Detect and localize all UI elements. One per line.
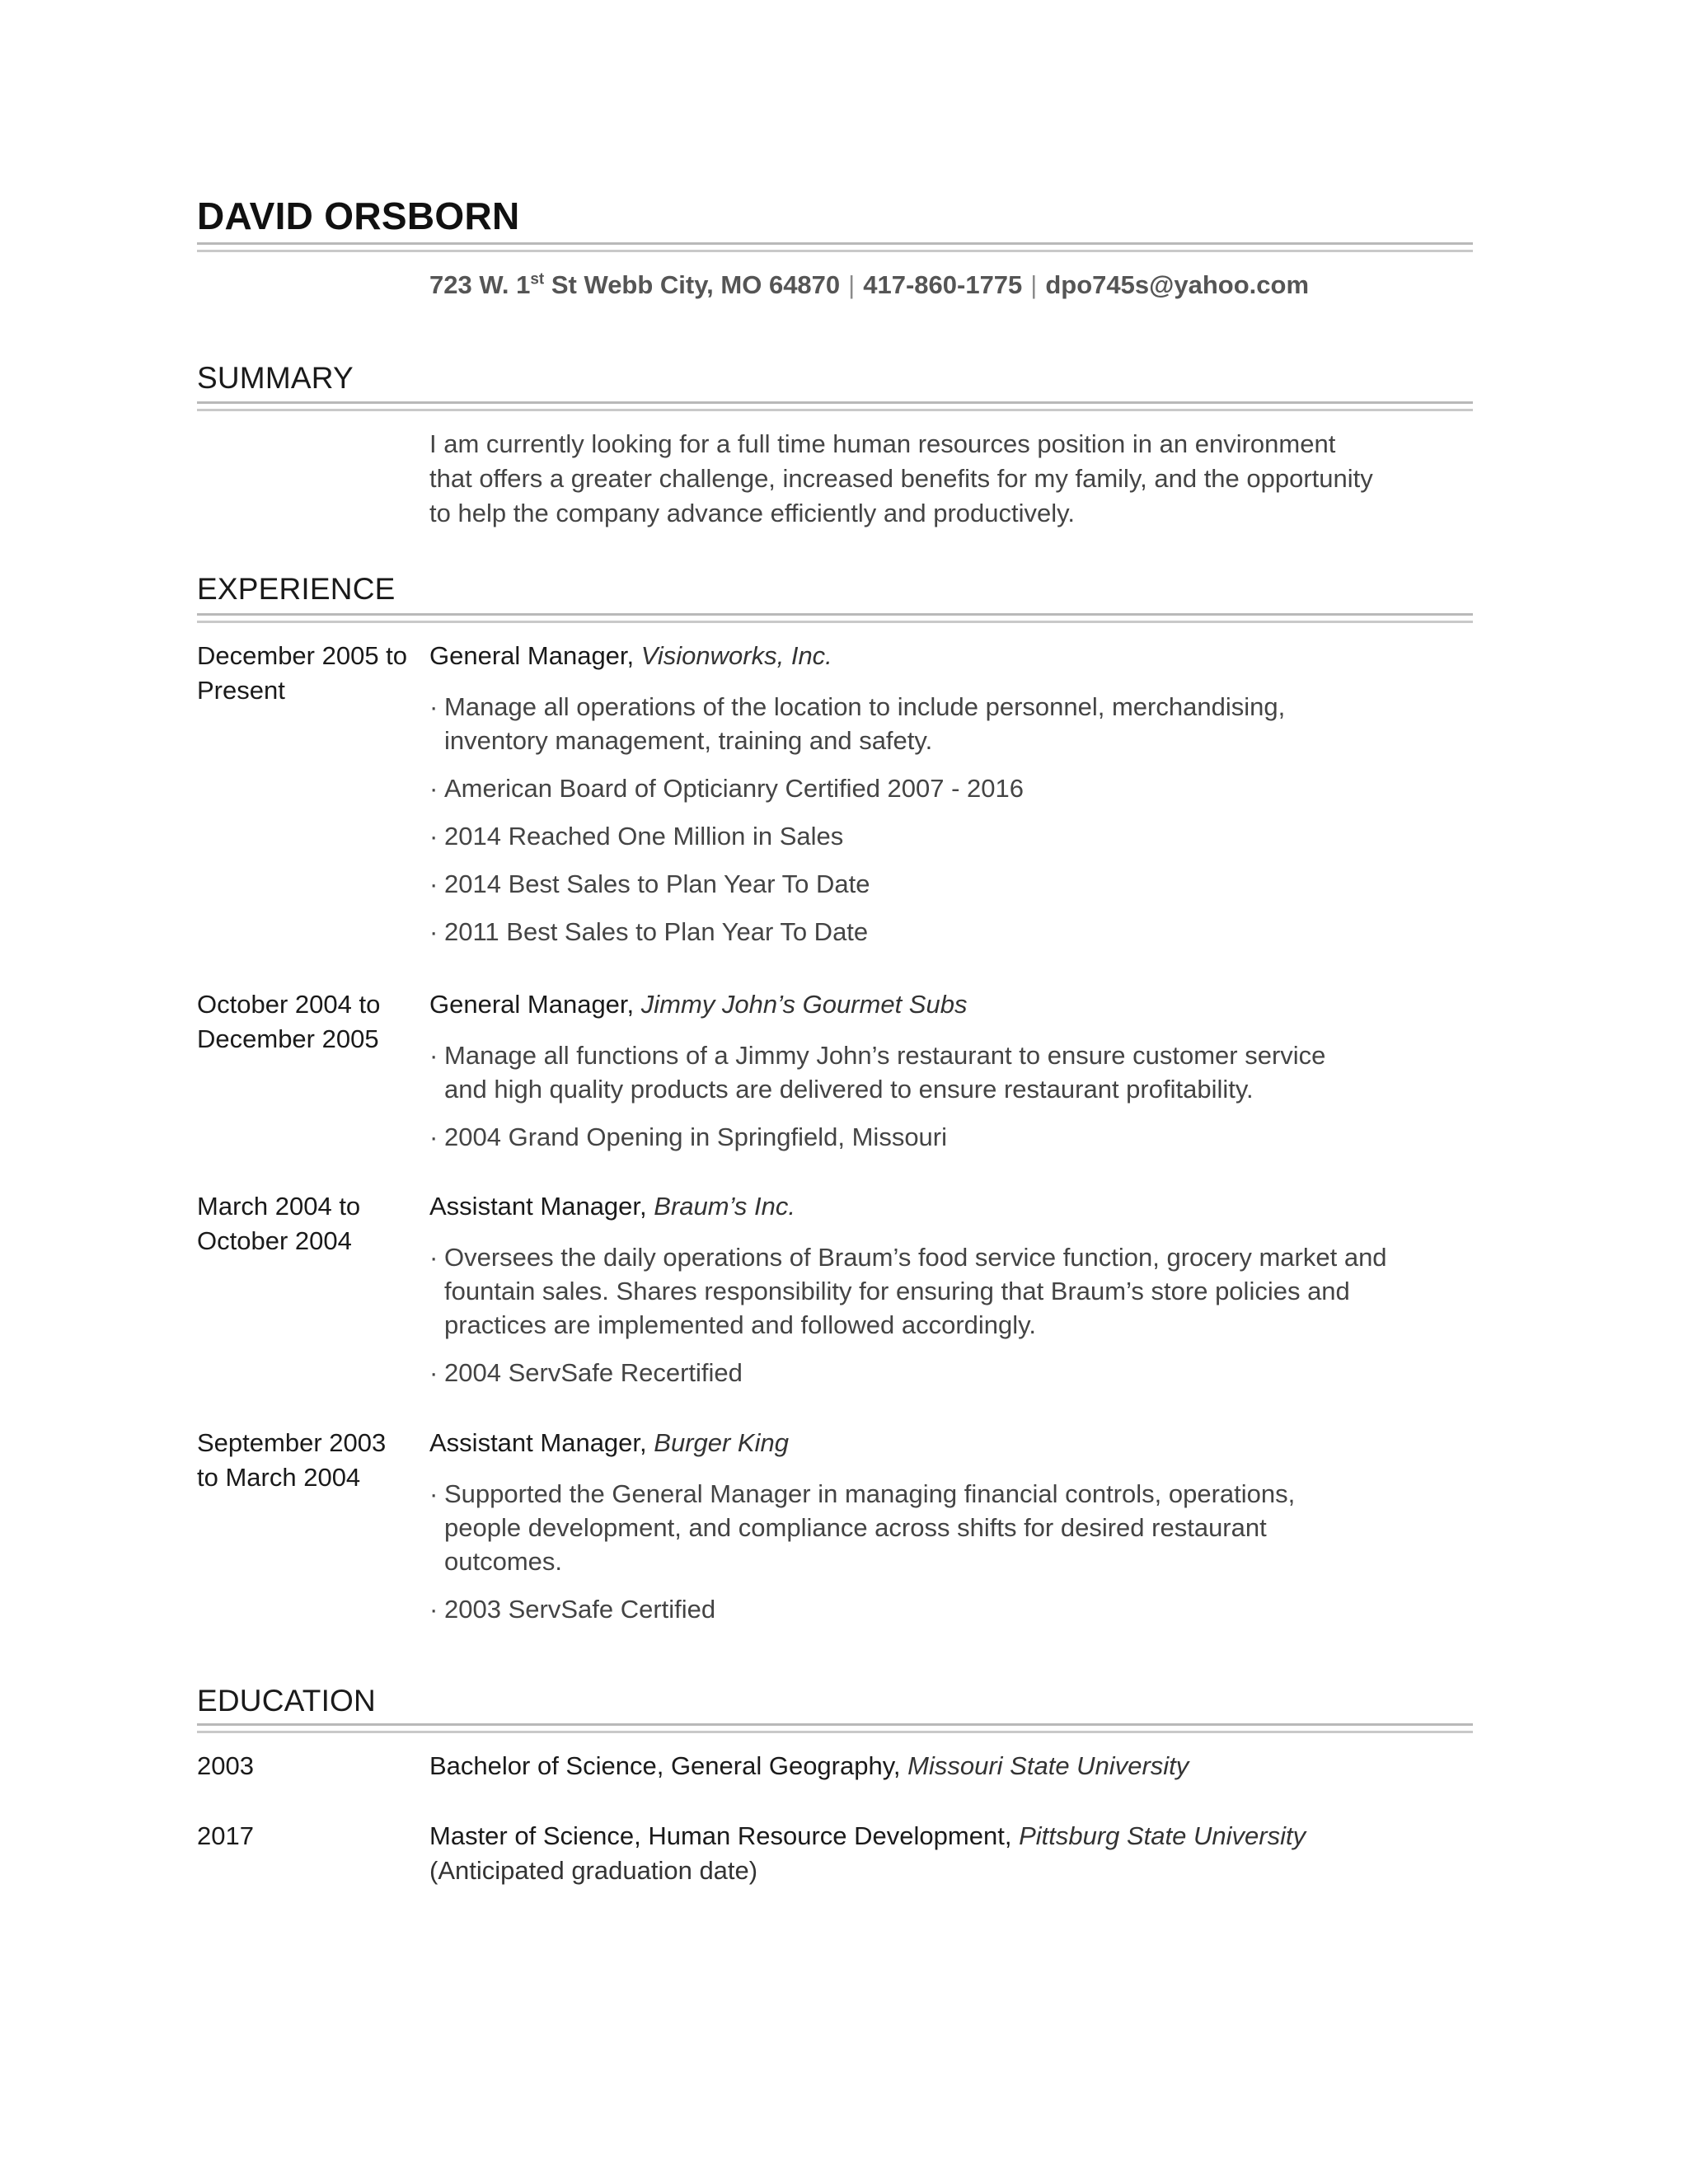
- bullet-item: · 2014 Best Sales to Plan Year To Date: [429, 869, 870, 898]
- company-name: Jimmy John’s Gourmet Subs: [640, 990, 968, 1019]
- job-title: Assistant Manager, Burger King: [429, 1428, 789, 1457]
- degree: Bachelor of Science, General Geography,: [429, 1751, 901, 1780]
- bullet-item: · 2004 ServSafe Recertified: [429, 1358, 743, 1387]
- school-name: Pittsburg State University: [1019, 1821, 1306, 1850]
- education-detail: [429, 1819, 1501, 1888]
- job-title: General Manager, Visionworks, Inc.: [429, 641, 832, 670]
- job-title: General Manager, Jimmy John’s Gourmet Subs: [429, 990, 968, 1019]
- candidate-name: DAVID ORSBORN: [197, 194, 520, 237]
- job-title: Assistant Manager, Braum’s Inc.: [429, 1192, 795, 1221]
- education-year: 2017: [197, 1821, 254, 1850]
- separator: |: [1030, 270, 1038, 299]
- job-bullets: [429, 690, 1386, 963]
- contact-line: [429, 270, 1309, 300]
- job-bullets: [429, 1240, 1394, 1404]
- bullet-item: · American Board of Opticianry Certified 2007 - 2016: [429, 774, 1025, 803]
- summary-text: I am currently looking for a full time human resources position in an environment that offers a greater challenge, increased benefits for my family, and the opportunity to help the company advance efficiently and productively.: [429, 429, 1373, 527]
- degree: Master of Science, Human Resource Development,: [429, 1821, 1012, 1850]
- bullet-item: · 2011 Best Sales to Plan Year To Date: [429, 917, 869, 946]
- education-heading: EDUCATION: [197, 1684, 376, 1718]
- company-name: Braum’s Inc.: [654, 1192, 795, 1221]
- school-name: Missouri State University: [907, 1751, 1189, 1780]
- bullet-item: · 2014 Reached One Million in Sales: [429, 822, 844, 851]
- bullet-item: · 2004 Grand Opening in Springfield, Missouri: [429, 1122, 948, 1151]
- job-dates: October 2004 to December 2005: [197, 990, 381, 1053]
- job-dates: December 2005 to Present: [197, 641, 408, 705]
- job-bullets: [429, 1038, 1361, 1168]
- job-bullets: [429, 1477, 1353, 1640]
- bullet-item: · Manage all functions of a Jimmy John’s restaurant to ensure customer service and high quality products are delivered to ensure restaurant profitability.: [429, 1041, 1326, 1104]
- education-year: 2003: [197, 1751, 254, 1780]
- job-dates: September 2003 to March 2004: [197, 1428, 387, 1492]
- address: 723 W. 1st St Webb City, MO 64870: [429, 270, 841, 299]
- email-address: dpo745s@yahoo.com: [1045, 270, 1310, 299]
- separator: |: [848, 270, 856, 299]
- summary-heading: SUMMARY: [197, 361, 354, 395]
- job-dates: March 2004 to October 2004: [197, 1192, 361, 1255]
- bullet-item: · Supported the General Manager in managing financial controls, operations, people development, and compliance across shifts for desired restaurant outcomes.: [429, 1479, 1296, 1576]
- company-name: Visionworks, Inc.: [640, 641, 832, 670]
- education-detail: [429, 1749, 1501, 1783]
- bullet-item: · 2003 ServSafe Certified: [429, 1595, 716, 1624]
- company-name: Burger King: [654, 1428, 789, 1457]
- bullet-item: · Oversees the daily operations of Braum’s food service function, grocery market and fountain sales. Shares responsibility for ensuring that Braum’s store policies and practices are implemented and followed accordingly.: [429, 1243, 1387, 1339]
- graduation-note: (Anticipated graduation date): [429, 1856, 758, 1885]
- experience-heading: EXPERIENCE: [197, 572, 396, 606]
- bullet-item: · Manage all operations of the location to include personnel, merchandising, inventory management, training and safety.: [429, 692, 1286, 755]
- phone-number: 417-860-1775: [863, 270, 1023, 299]
